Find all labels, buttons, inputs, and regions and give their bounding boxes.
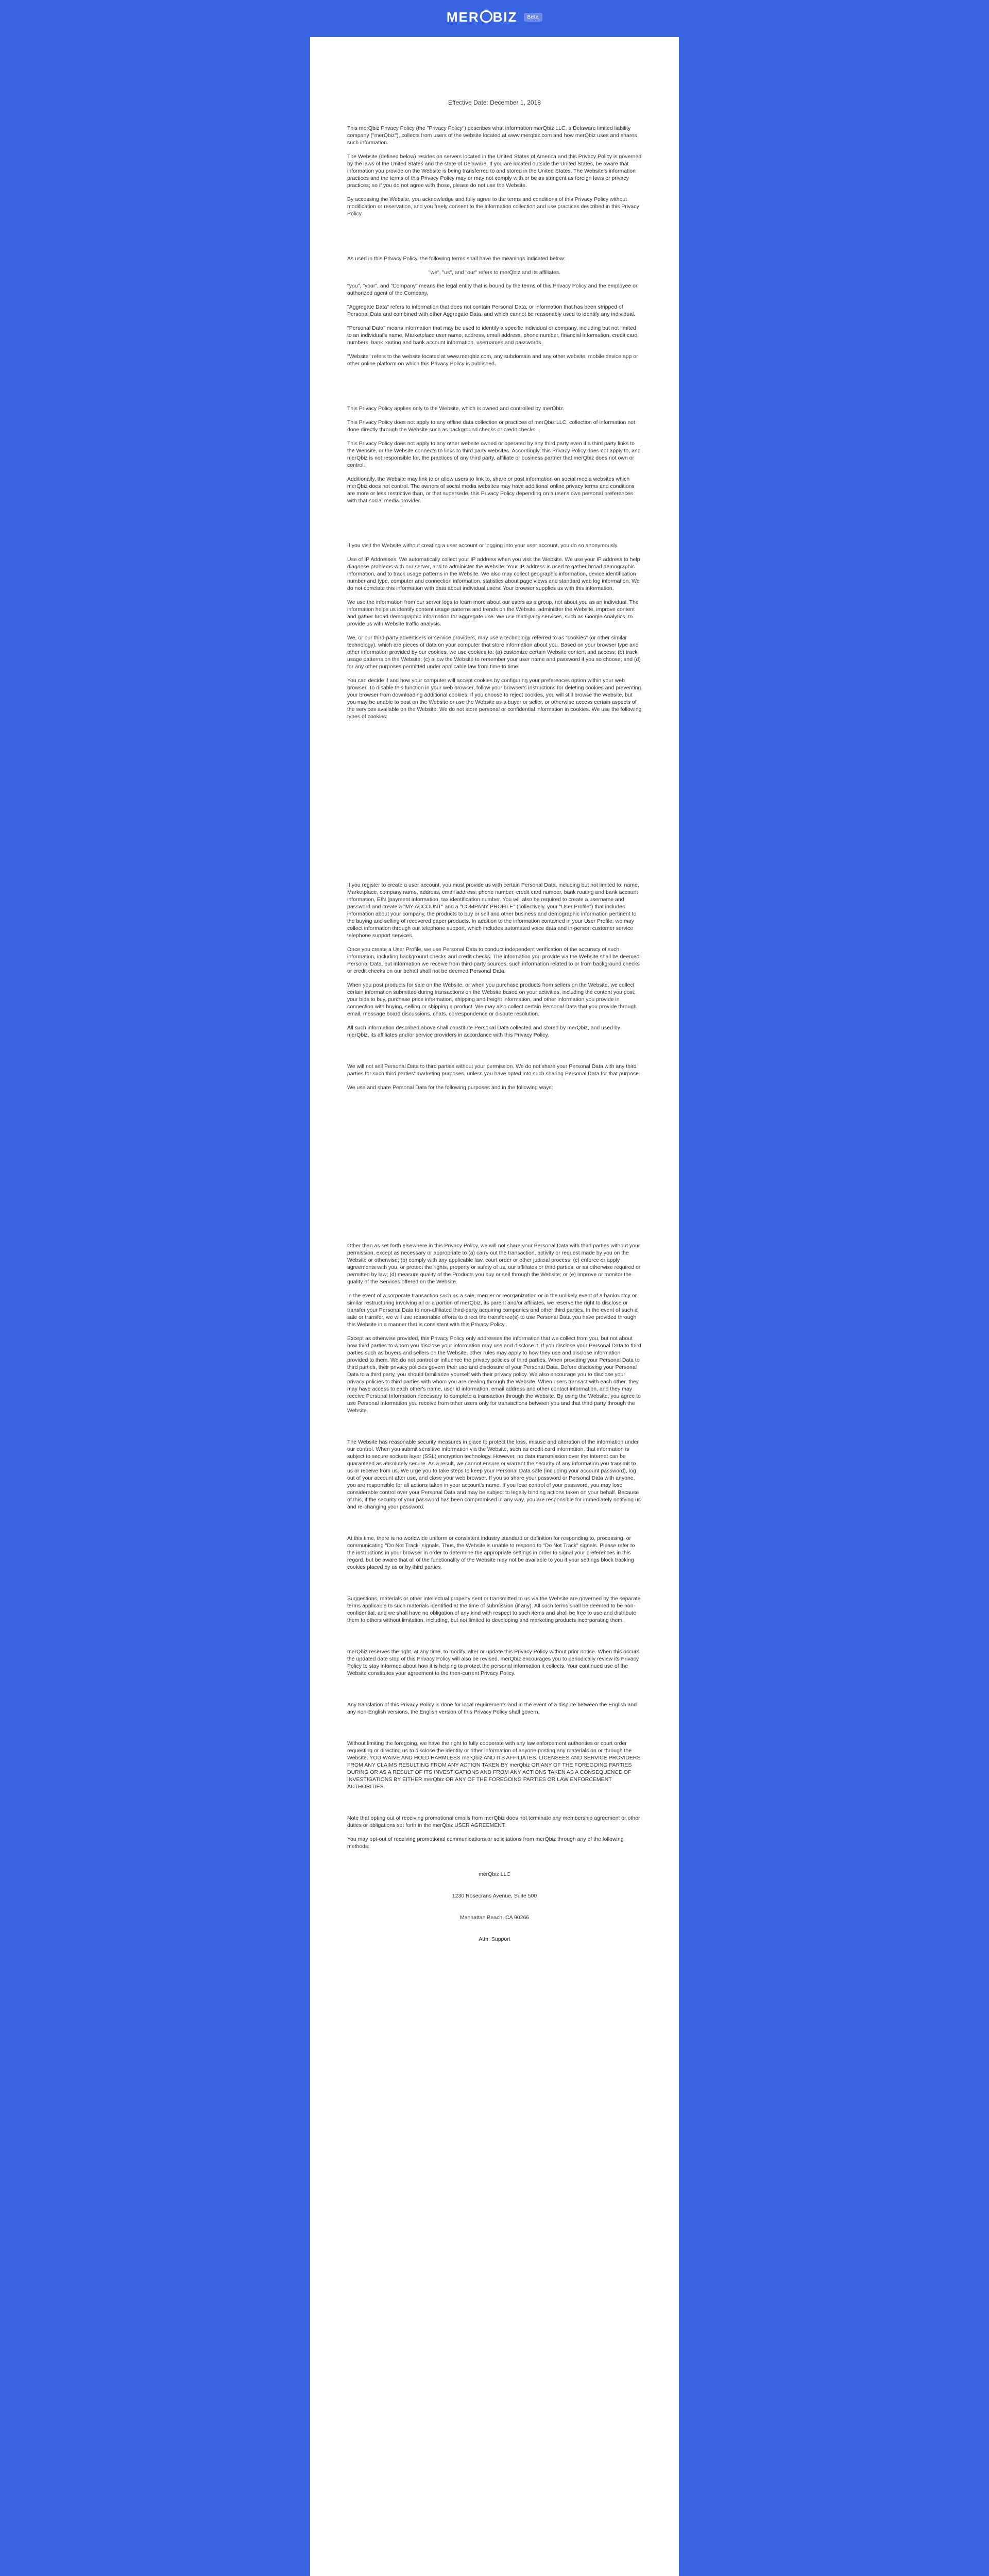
paragraph: Use of IP Addresses. We automatically collect your IP address when you visit the Website. We use your IP address to help diagnose problems with our server, and to administer the Website. Your IP address is used to gather broad demographic information, and to track usage patterns in the Website. We also may collect geographic information, device identification number and type, computer and connection information, statistics about page views and standard web log information. We do not correlate this information with data about individual users. Your browser supplies us with this information. — [347, 556, 640, 591]
header-logo[interactable]: MER BIZ — [446, 9, 518, 25]
paragraph: merQbiz reserves the right, at any time, to modify, alter or update this Privacy Policy without prior notice. When this occurs, the updated date stop of this Privacy Policy will also be revised. merQbiz encourages you to periodically review its Privacy Policy to stay informed about how it is helping to protect the personal information it collects. Your continued use of the Website constitutes your agreement to the then-current Privacy Policy. — [347, 1649, 641, 1676]
paragraph: The Website (defined below) resides on servers located in the United States of America and this Privacy Policy is governed by the laws of the United States and the state of Delaware. If you are located outside the United States, be aware that information you provide on the Website is being transferred to and stored in the United States. The Website's information practices and the terms of this Privacy Policy may or may not comply with or be as stringent as foreign laws or privacy practices; so if you do not agree with those, please do not use the Website. — [347, 154, 642, 189]
paragraph: At this time, there is no worldwide uniform or consistent industry standard or definition for responding to, processing, or communicating "Do Not Track" signals. Thus, the Website is unable to respond to "Do Not Track" signals. Please refer to the instructions in your browser in order to determine the appropriate settings in order to signal your preferences in this regard, but be aware that all of the functionality of the Website may not be available to you if your settings block tracking cookies placed by us or by third parties. — [347, 1535, 635, 1570]
paragraph: This Privacy Policy does not apply to any other website owned or operated by any third party even if a third party links to the Website, or the Website connects to links to third party websites. Accordingly, this Privacy Policy does not apply to, and merQbiz is not responsible for, the practices of any third party, affiliate or business partner that merQbiz does not own or control. — [347, 440, 641, 468]
paragraph: Except as otherwise provided, this Privacy Policy only addresses the information that we collect from you, but not about how third parties to whom you disclose your information may use and disclose it. If you disclose your Personal Data to third parties such as buyers and sellers on the Website, other rules may apply to how they use and disclose information provided to them. We do not control or influence the privacy policies of third parties. When providing your Personal Data to third parties, their privacy policies govern their use and disclosure of your Personal Data. Before disclosing your Personal Data to a third party, you should familiarize yourself with their privacy policy. We also encourage you to disclose your privacy policies to third parties with whom you are dealing through the Website. When users transact with each other, they may have access to each other's name, user id information, email address and other contact information, and they may receive Personal Information necessary to complete a transaction through the Website. By using the Website, you agree to use Personal Information you receive from other users only for transactions between you and that third party through the Website. — [347, 1335, 641, 1414]
contact-block — [347, 1871, 642, 1943]
paragraph: By accessing the Website, you acknowledge and fully agree to the terms and conditions of this Privacy Policy without modification or reservation, and you freely consent to the information collection and use practices described in this Privacy Policy. — [347, 196, 639, 217]
paragraph: Suggestions, materials or other intellectual property sent or transmitted to us via the Website are governed by the separate terms applicable to such materials identified at the time of submission (if any). All such terms shall be deemed to be non-confidential, and we shall have no obligation of any kind with respect to such items and shall be free to use and distribute them to others without limitation, including, but not limited to developing and marketing products incorporating them. — [347, 1596, 641, 1623]
policy-content — [347, 99, 642, 1957]
paragraph: "Aggregate Data" refers to information that does not contain Personal Data, or information that has been stripped of Personal Data and combined with other Aggregate Data, and which cannot be reasonably used to identify any individual. — [347, 304, 636, 317]
use-section — [347, 882, 642, 1091]
top-bar — [0, 0, 989, 34]
paragraph: If you register to create a user account, you must provide us with certain Personal Data, including but not limited to: name, Marketplace, company name, address, email address, phone number, credit card number, bank routing and bank account information, EIN (payment information, tax identification number. You will also be required to create a username and password and create a "MY ACCOUNT" and a "COMPANY PROFILE" (collectively, your "User Profile") that includes information about your company, the products to buy or sell and other business and demographic information pertinent to the buying and selling of recovered paper products. In addition to the information contained in your User Profile, we may collect information through our telephone support, which includes automated voice data and in-person customer service telephone support services. — [347, 882, 639, 939]
paragraph: If you visit the Website without creating a user account or logging into your user account, you do so anonymously. — [347, 543, 619, 549]
paragraph: You can decide if and how your computer will accept cookies by configuring your preferences option within your web browser. To disable this function in your web browser, follow your browser's instructions for deleting cookies and preventing your browser from downloading additional cookies. If you choose to reject cookies, you will still browse the Website, but you may be unable to post on the Website or use the Website as a buyer or seller, or otherwise access certain aspects of the services available on the Website. We do not store personal or confidential information in cookies. We use the following types of cookies: — [347, 677, 642, 720]
contact-city: Manhattan Beach, CA 90266 — [459, 1914, 530, 1921]
paragraph: Once you create a User Profile, we use Personal Data to conduct independent verification of the accuracy of such information, including background checks and credit checks. The information you provide via the Website shall be deemed Personal Data, but information we receive from third-party sources, such information related to or from background checks or credit checks on our behalf shall not be deemed Personal Data. — [347, 946, 640, 974]
paragraph: The Website has reasonable security measures in place to protect the loss, misuse and alteration of the information under our control. When you submit sensitive information via the Website, such as credit card information, that information is subject to secure sockets layer (SSL) encryption technology. However, no data transmission over the Internet can be guaranteed as absolutely secure. As a result, we cannot ensure or warrant the security of any information you transmit to us or receive from us. We urge you to take steps to keep your Personal Data safe (including your account password), log out of your account after use, and close your web browser. If you so share your password or Personal Data with anyone, you are responsible for all actions taken in your account's name. If you lose control of your password, you may lose considerable control over your Personal Data and may be subject to legally binding actions taken on your behalf. Because of this, if the security of your password has been compromised in any way, you are responsible for immediately notifying us and re-changing your password. — [347, 1439, 641, 1510]
contact-attn: Attn: Support — [479, 1936, 510, 1942]
paragraph: "we", "us", and "our" refers to merQbiz and its affiliates. — [428, 269, 561, 276]
definitions-section — [347, 255, 642, 367]
paragraph: "you", "your", and "Company" means the legal entity that is bound by the terms of this Privacy Policy and the employee or authorized agent of the Company. — [347, 283, 638, 296]
paragraph: This merQbiz Privacy Policy (the "Privacy Policy") describes what information merQbiz LLC, a Delaware limited liability company ("merQbiz"), collects from users of the website located at www.merqbiz.com and how merQbiz uses and shares such information. — [347, 125, 637, 146]
logo-q-icon — [480, 10, 492, 23]
paragraph: We use and share Personal Data for the following purposes and in the following ways: — [347, 1084, 553, 1091]
dnt-section — [347, 1535, 642, 1571]
paragraph: Other than as set forth elsewhere in this Privacy Policy, we will not share your Personal Data with third parties without your permission, except as necessary or appropriate to (a) carry out the transaction, activity or request made by you on the Website or otherwise; (b) comply with any applicable law, court order or other judicial process; (c) enforce or apply agreements with you, or protect the rights, property or safety of us, our affiliates or third parties, or as otherwise required or permitted by law; (d) measure quality of the Products you buy or sell through the Website; or (e) improve or monitor the quality of the Services offered on the Website. — [347, 1243, 641, 1285]
policy-document — [310, 37, 679, 2576]
collection-section — [347, 542, 642, 720]
paragraph: We, or our third-party advertisers or service providers, may use a technology referred to as "cookies" (or other similar technology), which are pieces of data on your computer that store information about you. Based on your browser type and other information provided by our cookies, we use cookies to: (a) customize certain Website content and access; (b) track usage patterns on the Website; (c) allow the Website to remember your user name and password if you so choose; and (d) for any other purposes permitted under applicable law from time to time. — [347, 635, 641, 670]
paragraph: When you post products for sale on the Website, or when you purchase products from sellers on the Website, we collect certain information submitted during transactions on the Website based on your activities, including the content you post, your bids to buy, purchase price information, shipping and freight information, and other information you provide in connection with buying, selling or shipping a product. We may also collect certain Personal Data that you provide through email, message board discussions, chats, correspondence or dispute resolution. — [347, 982, 637, 1017]
paragraph: In the event of a corporate transaction such as a sale, merger or reorganization or in the unlikely event of a bankruptcy or similar restructuring involving all or a portion of merQbiz, its parent and/or affiliates, we reserve the right to disclose or transfer your Personal Data to non-affiliated third-party acquiring companies and other third parties. In the event of such a sale or transfer, we will use reasonable efforts to direct the transferee(s) to use Personal Data you have provided through this Website in a manner that is consistent with this Privacy Policy. — [347, 1293, 638, 1328]
paragraph: "Website" refers to the website located at www.merqbiz.com, any subdomain and any other website, mobile device app or other online platform on which this Privacy Policy is published. — [347, 353, 638, 367]
paragraph: Additionally, the Website may link to or allow users to link to, share or post information on social media websites which merQbiz does not control. The owners of social media websites may have additional online privacy terms and conditions are more or less restrictive than, or that supersede, this Privacy Policy depending on a user's own personal preferences with that social media provider. — [347, 476, 635, 504]
paragraph: Note that opting out of receiving promotional emails from merQbiz does not terminate any membership agreement or other duties or obligations set forth in the merQbiz USER AGREEMENT. — [347, 1815, 640, 1828]
effective-date: Effective Date: December 1, 2018 — [448, 99, 541, 106]
paragraph: We use the information from our server logs to learn more about our users as a group, not about you as an individual. The information helps us identify content usage patterns and trends on the Website, administer the Website, improve content and gather broad demographic information for aggregate use. We use third-party services, such as Google Analytics, to provide us with Website traffic analysis. — [347, 599, 639, 627]
contact-name: merQbiz LLC — [479, 1871, 510, 1877]
paragraph: This Privacy Policy does not apply to any offline data collection or practices of merQbiz LLC, collection of information not done directly through the Website such as background checks or credit checks. — [347, 419, 635, 433]
paragraph: Any translation of this Privacy Policy is done for local requirements and in the event of a dispute between the English and any non-English versions, the English version of this Privacy Policy shall govern. — [347, 1702, 637, 1715]
paragraph: "Personal Data" means information that may be used to identify a specific individual or company, including but not limited to an individual's name, Marketplace user name, address, email address, phone number, financial information, credit card numbers, bank routing and bank account information, usernames and passwords. — [347, 325, 638, 346]
paragraph: We will not sell Personal Data to third parties without your permission. We do not share your Personal Data with any third parties for such third parties' marketing purposes, unless you have opted into such sharing Personal Data for that purpose. — [347, 1063, 640, 1077]
security-section — [347, 1438, 642, 1511]
paragraph: As used in this Privacy Policy, the following terms shall have the meanings indicated below: — [347, 256, 566, 262]
intro-section — [347, 125, 642, 217]
paragraph: This Privacy Policy applies only to the Website, which is owned and controlled by merQbiz. — [347, 405, 565, 412]
misc-section — [347, 1595, 642, 1850]
paragraph: Without limiting the foregoing, we have the right to fully cooperate with any law enforcement authorities or court order requesting or directing us to disclose the identity or other information of anyone posting any materials on or through the Website. YOU WAIVE AND HOLD HARMLESS merQbiz AND ITS AFFILIATES, LICENSEES AND SERVICE PROVIDERS FROM ANY CLAIMS RESULTING FROM ANY ACTION TAKEN BY merQbiz OR ANY OF THE FOREGOING PARTIES DURING OR AS A RESULT OF ITS INVESTIGATIONS AND FROM ANY ACTIONS TAKEN AS A CONSEQUENCE OF INVESTIGATIONS BY EITHER merQbiz OR ANY OF THE FOREGOING PARTIES OR LAW ENFORCEMENT AUTHORITIES. — [347, 1740, 641, 1790]
sharing-section — [347, 1242, 642, 1414]
contact-street: 1230 Rosecrans Avenue, Suite 500 — [452, 1893, 537, 1899]
paragraph: All such information described above shall constitute Personal Data collected and stored by merQbiz, and used by merQbiz, its affiliates and/or service providers in accordance with this Privacy Policy. — [347, 1025, 620, 1038]
beta-badge: Beta — [524, 13, 543, 22]
paragraph: You may opt-out of receiving promotional communications or solicitations from merQbiz through any of the following methods: — [347, 1836, 624, 1850]
scope-section — [347, 405, 642, 504]
